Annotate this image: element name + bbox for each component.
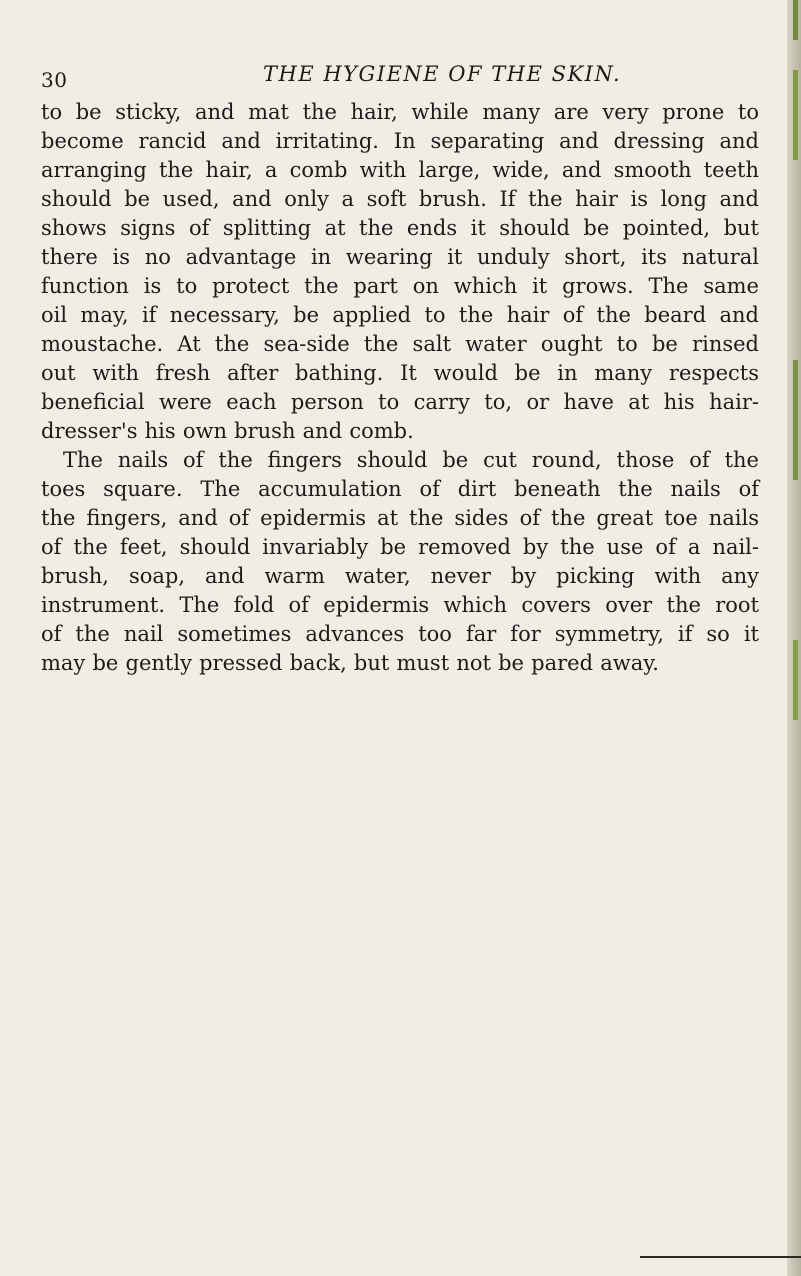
text-line: oil may, if necessary, be applied to the hair of the beard and xyxy=(41,303,759,327)
text-line-paragraph-start: The nails of the fingers should be cut round, those of the xyxy=(63,448,759,472)
text-line: beneficial were each person to carry to, or have at his hair- xyxy=(41,390,759,414)
text-line: function is to protect the part on which it grows. The same xyxy=(41,274,759,298)
text-line: may be gently pressed back, but must not be pared away. xyxy=(41,651,659,675)
page-number: 30 xyxy=(41,68,68,92)
binding-stripe xyxy=(793,70,798,160)
page-edge xyxy=(787,0,801,1276)
text-line: become rancid and irritating. In separating and dressing and xyxy=(41,129,759,153)
binding-stripe xyxy=(793,360,798,480)
text-line: to be sticky, and mat the hair, while many are very prone to xyxy=(41,100,759,124)
text-line: dresser's his own brush and comb. xyxy=(41,419,414,443)
binding-stripe xyxy=(793,0,798,40)
text-line: brush, soap, and warm water, never by picking with any xyxy=(41,564,759,588)
text-line: moustache. At the sea-side the salt water ought to be rinsed xyxy=(41,332,759,356)
text-line: toes square. The accumulation of dirt beneath the nails of xyxy=(41,477,759,501)
binding-stripe xyxy=(793,640,798,720)
bottom-edge-rule xyxy=(640,1256,801,1258)
text-line: the fingers, and of epidermis at the sides of the great toe nails xyxy=(41,506,759,530)
text-line: instrument. The fold of epidermis which covers over the root xyxy=(41,593,759,617)
body-text xyxy=(41,98,759,678)
text-line: shows signs of splitting at the ends it should be pointed, but xyxy=(41,216,759,240)
running-head: THE HYGIENE OF THE SKIN. xyxy=(263,62,622,86)
text-line: arranging the hair, a comb with large, wide, and smooth teeth xyxy=(41,158,759,182)
text-line: should be used, and only a soft brush. If the hair is long and xyxy=(41,187,759,211)
page-header xyxy=(41,62,761,92)
text-line: of the nail sometimes advances too far for symmetry, if so it xyxy=(41,622,759,646)
text-line: out with fresh after bathing. It would be in many respects xyxy=(41,361,759,385)
text-line: of the feet, should invariably be removed by the use of a nail- xyxy=(41,535,759,559)
text-line: there is no advantage in wearing it unduly short, its natural xyxy=(41,245,759,269)
